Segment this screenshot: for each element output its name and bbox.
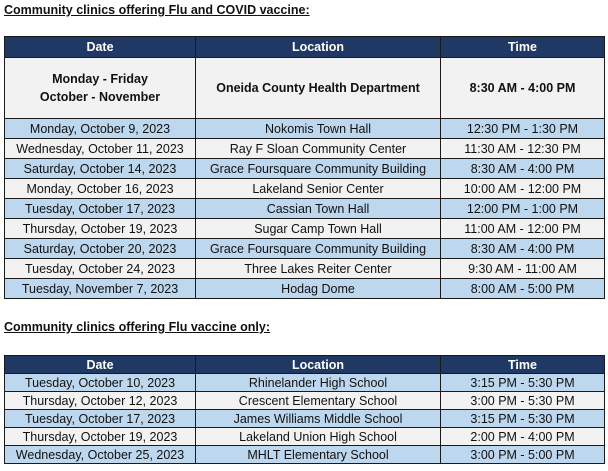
cell-time: 3:15 PM - 5:30 PM — [441, 374, 605, 392]
table-row — [5, 219, 605, 239]
cell-date: Monday, October 16, 2023 — [5, 179, 196, 199]
table-row — [5, 428, 605, 446]
cell-time: 12:00 PM - 1:00 PM — [441, 199, 605, 219]
cell-date: Thursday, October 19, 2023 — [5, 428, 196, 446]
column-header-location: Location — [196, 37, 441, 58]
column-header-location: Location — [196, 356, 441, 374]
cell-time: 8:00 AM - 5:00 PM — [441, 279, 605, 299]
cell-time: 8:30 AM - 4:00 PM — [441, 159, 605, 179]
section2-heading: Community clinics offering Flu vaccine only: — [4, 320, 271, 334]
cell-date: Tuesday, October 24, 2023 — [5, 259, 196, 279]
table-row — [5, 259, 605, 279]
table-row — [5, 159, 605, 179]
table-row — [5, 374, 605, 392]
table-row — [5, 392, 605, 410]
table-header-row — [5, 37, 605, 58]
cell-date: Tuesday, October 17, 2023 — [5, 410, 196, 428]
cell-date: Saturday, October 14, 2023 — [5, 159, 196, 179]
table-row — [5, 446, 605, 464]
cell-location: MHLT Elementary School — [196, 446, 441, 464]
cell-date: Saturday, October 20, 2023 — [5, 239, 196, 259]
table-row — [5, 119, 605, 139]
cell-location: Nokomis Town Hall — [196, 119, 441, 139]
featured-date — [5, 58, 196, 119]
cell-date: Monday, October 9, 2023 — [5, 119, 196, 139]
column-header-time: Time — [441, 37, 605, 58]
cell-location: Hodag Dome — [196, 279, 441, 299]
cell-date: Wednesday, October 11, 2023 — [5, 139, 196, 159]
cell-time: 8:30 AM - 4:00 PM — [441, 239, 605, 259]
cell-date: Tuesday, October 10, 2023 — [5, 374, 196, 392]
cell-time: 11:00 AM - 12:00 PM — [441, 219, 605, 239]
table-header-row — [5, 356, 605, 374]
cell-location: Rhinelander High School — [196, 374, 441, 392]
cell-location: Crescent Elementary School — [196, 392, 441, 410]
section1-heading: Community clinics offering Flu and COVID vaccine: — [4, 3, 310, 17]
cell-location: James Williams Middle School — [196, 410, 441, 428]
featured-time: 8:30 AM - 4:00 PM — [441, 58, 605, 119]
flu-covid-clinics-table — [4, 36, 605, 299]
column-header-date: Date — [5, 356, 196, 374]
cell-date: Wednesday, October 25, 2023 — [5, 446, 196, 464]
column-header-date: Date — [5, 37, 196, 58]
cell-location: Grace Foursquare Community Building — [196, 159, 441, 179]
featured-date-line2: October - November — [39, 90, 161, 104]
cell-time: 3:15 PM - 5:30 PM — [441, 410, 605, 428]
cell-date: Tuesday, November 7, 2023 — [5, 279, 196, 299]
table-row — [5, 179, 605, 199]
cell-time: 3:00 PM - 5:30 PM — [441, 392, 605, 410]
cell-date: Tuesday, October 17, 2023 — [5, 199, 196, 219]
cell-date: Thursday, October 19, 2023 — [5, 219, 196, 239]
cell-time: 9:30 AM - 11:00 AM — [441, 259, 605, 279]
flu-only-clinics-table — [4, 355, 605, 464]
cell-date: Thursday, October 12, 2023 — [5, 392, 196, 410]
table-row — [5, 239, 605, 259]
featured-date-line1: Monday - Friday — [52, 72, 148, 86]
column-header-time: Time — [441, 356, 605, 374]
cell-location: Sugar Camp Town Hall — [196, 219, 441, 239]
cell-time: 12:30 PM - 1:30 PM — [441, 119, 605, 139]
cell-time: 11:30 AM - 12:30 PM — [441, 139, 605, 159]
cell-time: 10:00 AM - 12:00 PM — [441, 179, 605, 199]
table-row — [5, 199, 605, 219]
table-row — [5, 139, 605, 159]
cell-location: Three Lakes Reiter Center — [196, 259, 441, 279]
cell-time: 3:00 PM - 5:00 PM — [441, 446, 605, 464]
table-row — [5, 279, 605, 299]
cell-location: Grace Foursquare Community Building — [196, 239, 441, 259]
cell-location: Ray F Sloan Community Center — [196, 139, 441, 159]
cell-location: Cassian Town Hall — [196, 199, 441, 219]
featured-location: Oneida County Health Department — [196, 58, 441, 119]
table-row — [5, 410, 605, 428]
cell-time: 2:00 PM - 4:00 PM — [441, 428, 605, 446]
featured-row — [5, 58, 605, 119]
cell-location: Lakeland Senior Center — [196, 179, 441, 199]
cell-location: Lakeland Union High School — [196, 428, 441, 446]
